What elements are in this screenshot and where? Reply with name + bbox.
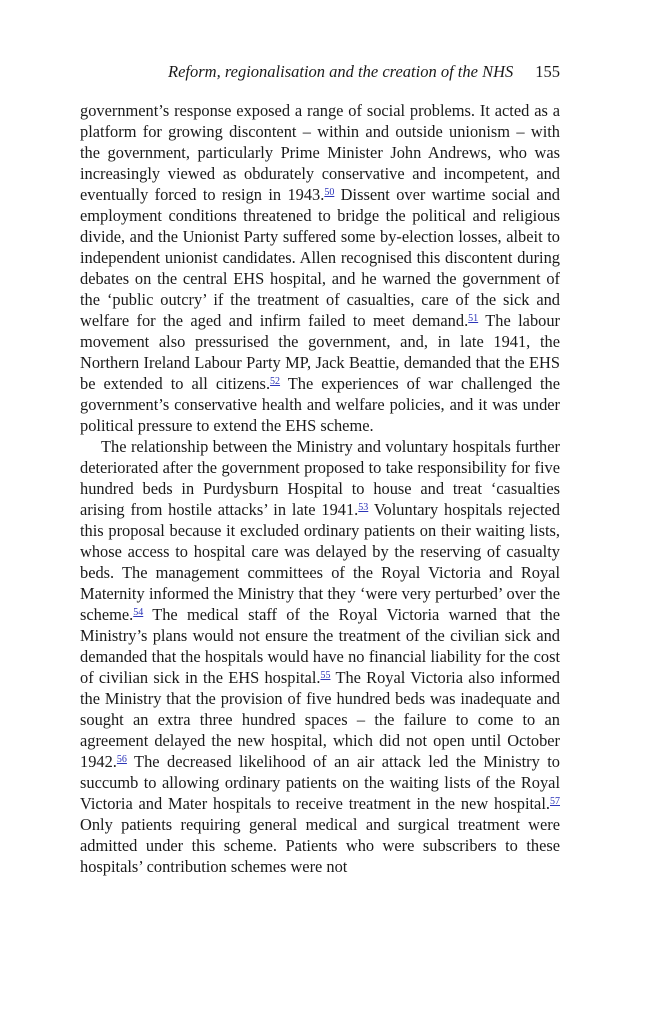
running-head: [80, 62, 560, 82]
text-run: The decreased likelihood of an air attack led the Ministry to succumb to allowing ordinary patients on the waiting lists of the Royal Victoria and Mater hospitals to receive treatment in the new hospital.: [80, 752, 560, 813]
text-run: Voluntary hospitals rejected this proposal because it excluded ordinary patients on their waiting lists, whose access to hospital care was delayed by the reserving of casualty beds. The management committees of the Royal Victoria and Royal Maternity informed the Ministry that they ‘were very perturbed’ over the scheme.: [80, 500, 561, 624]
text-run: government’s response exposed a range of social problems. It acted as a platform for growing discontent – within and outside unionism – with the government, particularly Prime Minister John Andrews, who was increasingly viewed as obdurately conservative and incompetent, and eventually forced to resign in 1943.: [80, 101, 560, 204]
text-run: The medical staff of the Royal Victoria warned that the Ministry’s plans would not ensure the treatment of the civilian sick and demanded that the hospitals would have no financial liability for the cost of civilian sick in the EHS hospital.: [80, 605, 560, 687]
text-run: The labour movement also pressurised the government, and, in late 1941, the Northern Ireland Labour Party MP, Jack Beattie, demanded that the EHS be extended to all citizens.: [80, 311, 560, 393]
paragraph: [80, 100, 560, 436]
text-run: The relationship between the Ministry and voluntary hospitals further deteriorated after the government proposed to take responsibility for five hundred beds in Purdysburn Hospital to house and treat ‘casualties arising from hostile attacks’ in late 1941.: [80, 437, 560, 519]
footnote-ref[interactable]: 54: [133, 607, 144, 618]
text-run: The Royal Victoria also informed the Ministry that the provision of five hundred beds was inadequate and sought an extra three hundred spaces – the failure to come to an agreement delayed the new hospital, which did not open until October 1942.: [80, 668, 560, 771]
paragraph: [80, 436, 560, 877]
footnote-ref[interactable]: 50: [324, 187, 335, 198]
footnote-ref[interactable]: 57: [550, 796, 560, 807]
footnote-ref[interactable]: 56: [116, 754, 127, 765]
running-head-title: Reform, regionalisation and the creation of the NHS: [168, 62, 514, 81]
footnote-ref[interactable]: 55: [320, 670, 331, 681]
body-text: [80, 100, 560, 877]
text-run: Dissent over wartime social and employment conditions threatened to bridge the political and religious divide, and the Unionist Party suffered some by-election losses, albeit to independent unionist candidates. Allen recognised this discontent during debates on the central EHS hospital, and he warned the government of the ‘public outcry’ if the treatment of casualties, care of the sick and welfare for the aged and infirm failed to meet demand.: [80, 185, 560, 330]
footnote-ref[interactable]: 52: [270, 376, 281, 387]
text-run: Only patients requiring general medical and surgical treatment were admitted under this scheme. Patients who were subscribers to these hospitals’ contribution schemes were not: [80, 815, 560, 876]
footnote-ref[interactable]: 51: [468, 313, 479, 324]
text-run: The experiences of war challenged the government’s conservative health and welfare policies, and it was under political pressure to extend the EHS scheme.: [80, 374, 560, 435]
page-number: 155: [535, 62, 560, 81]
footnote-ref[interactable]: 53: [358, 502, 369, 513]
